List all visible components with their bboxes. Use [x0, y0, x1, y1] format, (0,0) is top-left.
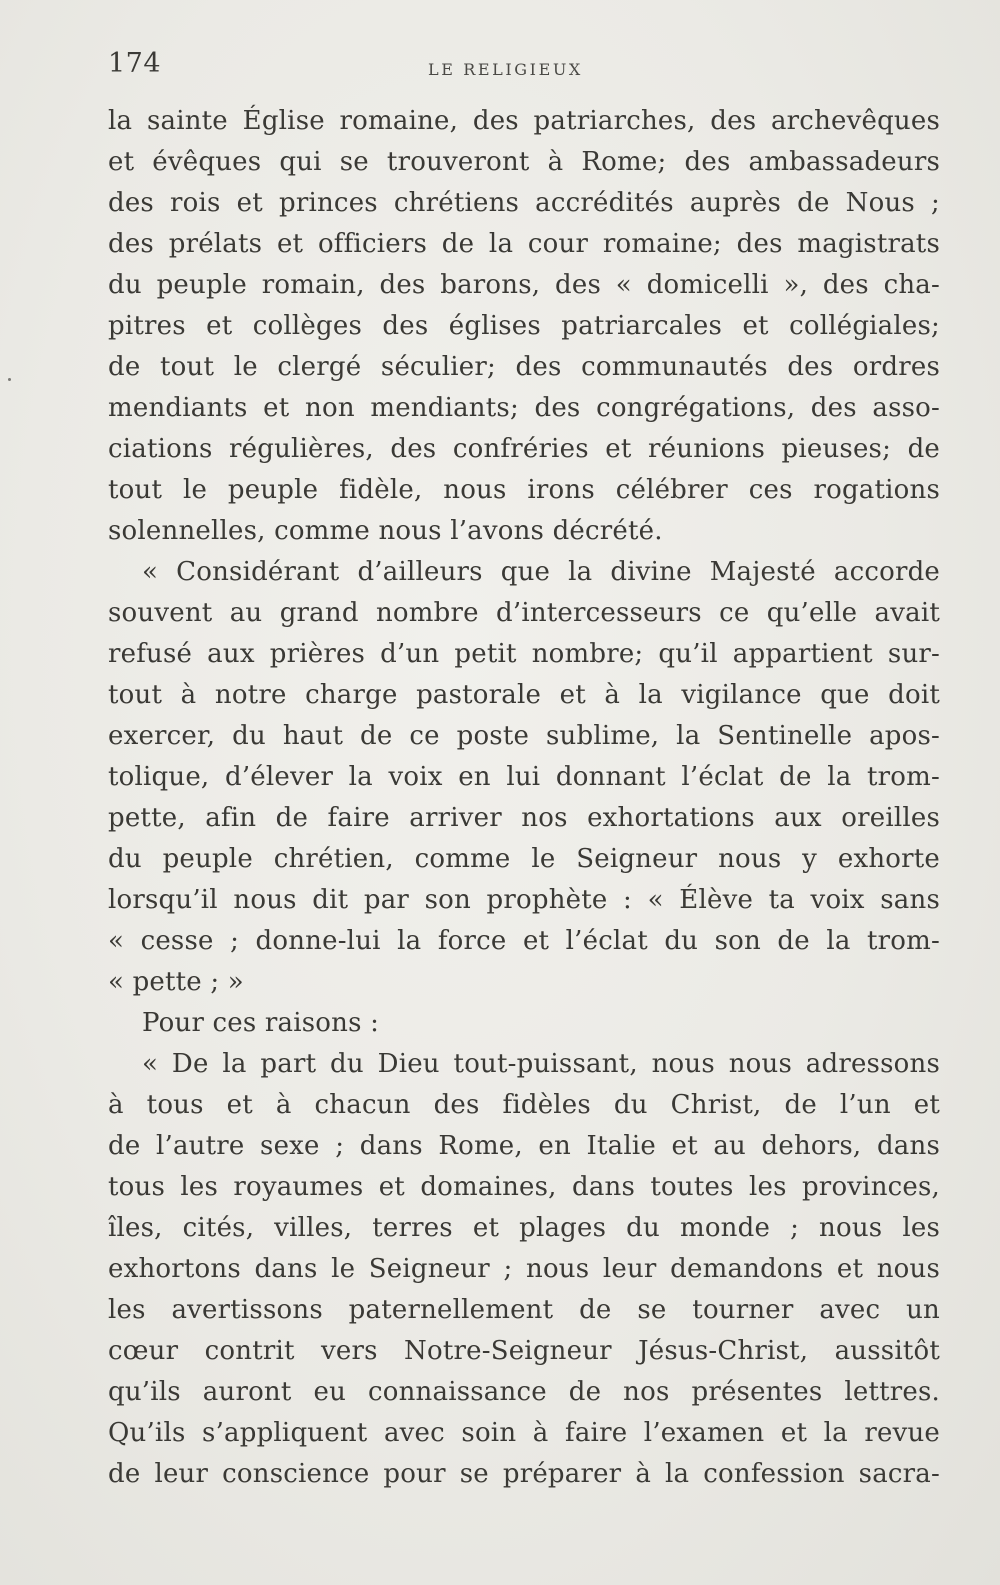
text-line: mendiants et non mendiants; des congrégations, des asso-: [108, 393, 940, 423]
text-line: solennelles, comme nous l’avons décrété.: [108, 516, 663, 546]
text-line: exercer, du haut de ce poste sublime, la Sentinelle apos-: [108, 721, 940, 751]
text-line: de leur conscience pour se préparer à la confession sacra-: [108, 1459, 940, 1489]
running-head: [108, 48, 938, 88]
text-line: tout à notre charge pastorale et à la vigilance que doit: [108, 680, 940, 710]
text-line: tout le peuple fidèle, nous irons célébrer ces rogations: [108, 475, 940, 505]
text-line: exhortons dans le Seigneur ; nous leur demandons et nous: [108, 1254, 940, 1284]
margin-mark: [8, 378, 11, 381]
text-line: « pette ; »: [108, 967, 244, 997]
text-line: îles, cités, villes, terres et plages du monde ; nous les: [108, 1213, 940, 1243]
text-line: de l’autre sexe ; dans Rome, en Italie et au dehors, dans: [108, 1131, 940, 1161]
text-line: Qu’ils s’appliquent avec soin à faire l’examen et la revue: [108, 1418, 940, 1448]
text-line: tolique, d’élever la voix en lui donnant l’éclat de la trom-: [108, 762, 940, 792]
text-line: qu’ils auront eu connaissance de nos présentes lettres.: [108, 1377, 940, 1407]
text-line: du peuple romain, des barons, des « domicelli », des cha-: [108, 270, 940, 300]
text-line: ciations régulières, des confréries et réunions pieuses; de: [108, 434, 940, 464]
text-line: du peuple chrétien, comme le Seigneur nous y exhorte: [108, 844, 940, 874]
text-line: pitres et collèges des églises patriarcales et collégiales;: [108, 311, 940, 341]
text-line: et évêques qui se trouveront à Rome; des ambassadeurs: [108, 147, 940, 177]
body-text: [108, 101, 940, 1495]
text-line: des prélats et officiers de la cour romaine; des magistrats: [108, 229, 940, 259]
text-line: Pour ces raisons :: [142, 1008, 380, 1038]
text-line: de tout le clergé séculier; des communautés des ordres: [108, 352, 940, 382]
text-line: « cesse ; donne-lui la force et l’éclat du son de la trom-: [108, 926, 940, 956]
text-line: tous les royaumes et domaines, dans toutes les provinces,: [108, 1172, 940, 1202]
text-line: souvent au grand nombre d’intercesseurs ce qu’elle avait: [108, 598, 940, 628]
text-line: des rois et princes chrétiens accrédités auprès de Nous ;: [108, 188, 940, 218]
text-line: cœur contrit vers Notre-Seigneur Jésus-Christ, aussitôt: [108, 1336, 940, 1366]
text-line: lorsqu’il nous dit par son prophète : « Élève ta voix sans: [108, 885, 940, 915]
running-title: LE RELIGIEUX: [428, 60, 583, 79]
text-line: la sainte Église romaine, des patriarches, des archevêques: [108, 106, 940, 136]
text-line: à tous et à chacun des fidèles du Christ, de l’un et: [108, 1090, 940, 1120]
text-line: pette, afin de faire arriver nos exhortations aux oreilles: [108, 803, 940, 833]
text-line: « De la part du Dieu tout-puissant, nous nous adressons: [142, 1049, 940, 1079]
text-line: « Considérant d’ailleurs que la divine Majesté accorde: [142, 557, 940, 587]
text-line: refusé aux prières d’un petit nombre; qu’il appartient sur-: [108, 639, 940, 669]
text-line: les avertissons paternellement de se tourner avec un: [108, 1295, 940, 1325]
page-number: 174: [108, 48, 162, 79]
